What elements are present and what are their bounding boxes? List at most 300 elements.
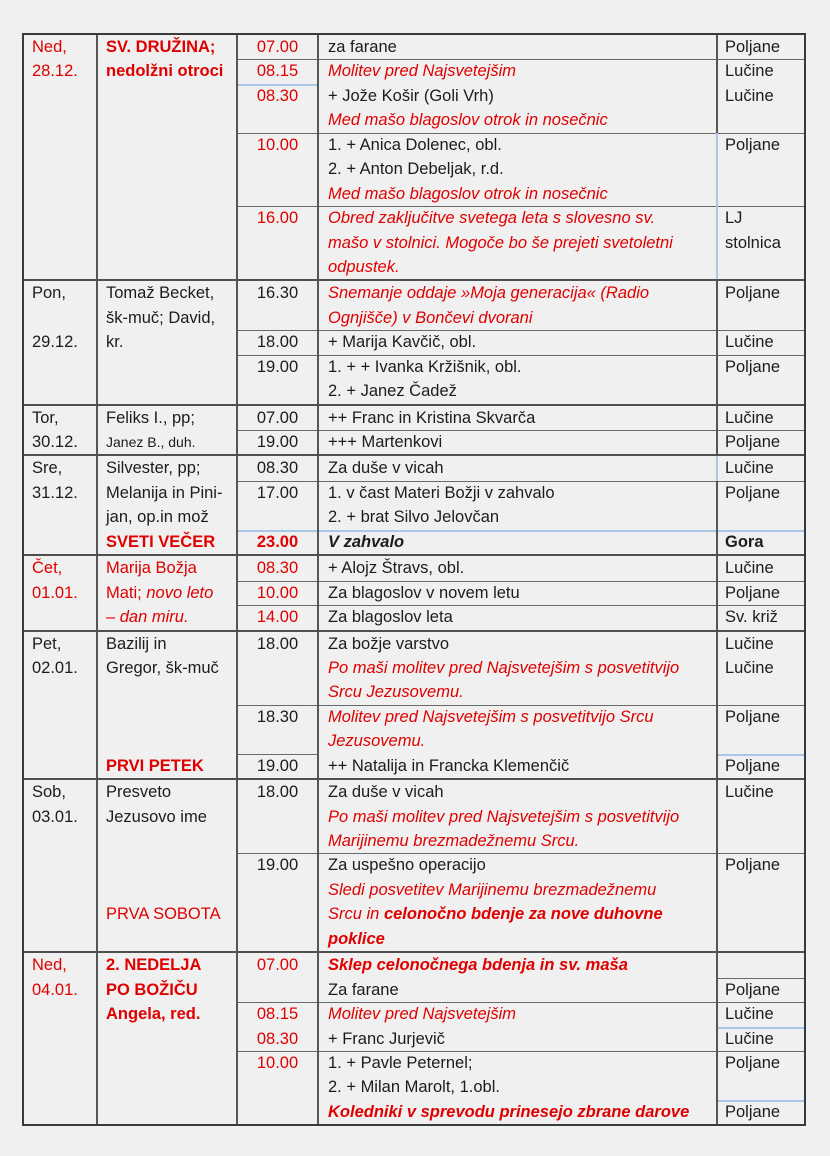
text-line [238, 530, 317, 554]
location-cell [718, 59, 804, 132]
text-segment: Srcu in [328, 905, 384, 924]
day-cell [24, 632, 98, 779]
text-segment: Za duše v vicah [328, 783, 444, 802]
intention-cell [319, 605, 718, 629]
text-segment: 02.01. [32, 658, 78, 677]
time-cell [238, 281, 319, 330]
text-segment: Sob, [32, 783, 66, 802]
text-segment: Janez B., duh. [106, 434, 196, 450]
mass-block [238, 632, 804, 705]
text-line [98, 754, 236, 778]
text-segment: Molitev pred Najsvetejšim [328, 1005, 516, 1024]
mass-block [238, 281, 804, 330]
intention-cell [319, 430, 718, 454]
text-segment: + Franc Jurjevič [328, 1029, 445, 1048]
text-line [24, 330, 96, 354]
location-cell [718, 530, 804, 554]
text-segment: V zahvalo [328, 532, 405, 551]
time-cell [238, 605, 319, 629]
text-line [319, 379, 716, 403]
intention-cell [319, 59, 718, 132]
text-line [238, 84, 317, 108]
time-cell [238, 705, 319, 754]
intention-cell [319, 1002, 718, 1051]
schedule-row [24, 404, 804, 455]
mass-block [238, 605, 804, 629]
text-line [98, 953, 236, 977]
text-line [238, 206, 317, 230]
text-line [238, 1002, 317, 1026]
text-segment: Lučine [725, 559, 774, 578]
text-line [319, 231, 716, 255]
text-segment: Lučine [725, 408, 774, 427]
text-line [718, 530, 804, 554]
location-cell [718, 206, 804, 279]
text-segment: +++ Martenkovi [328, 433, 443, 451]
text-line [98, 281, 236, 305]
intention-cell [319, 406, 718, 430]
text-line [98, 530, 236, 554]
text-segment: Silvester, pp; [106, 459, 201, 478]
text-line [238, 780, 317, 804]
text-line [319, 84, 716, 108]
time-cell [238, 406, 319, 430]
text-line [98, 59, 236, 83]
text-line [319, 157, 716, 181]
location-cell [718, 780, 804, 853]
text-line [319, 656, 716, 680]
text-segment: 10.00 [256, 583, 299, 602]
text-line [718, 430, 804, 454]
text-line [319, 878, 716, 902]
text-segment: PO BOŽIČU [106, 980, 198, 999]
time-blocks [238, 780, 804, 951]
text-segment: Lučine [725, 634, 774, 653]
text-line [24, 456, 96, 480]
text-line [319, 953, 716, 977]
text-segment: Za duše v vicah [328, 459, 444, 478]
intention-cell [319, 281, 718, 330]
text-line [98, 656, 236, 680]
time-blocks [238, 632, 804, 779]
text-line [98, 430, 236, 454]
text-line [319, 853, 716, 877]
text-line [98, 306, 236, 330]
text-line [98, 805, 236, 829]
day-cell [24, 281, 98, 403]
text-line [238, 35, 317, 59]
text-line [238, 330, 317, 354]
text-line [718, 84, 804, 108]
text-segment: Čet, [32, 559, 63, 578]
time-blocks [238, 953, 804, 1124]
text-line [718, 206, 804, 230]
text-line [319, 1002, 716, 1026]
mass-block [238, 456, 804, 480]
text-segment: + Alojz Štravs, obl. [328, 559, 465, 578]
text-segment: 1. + Pavle Peternel; [328, 1053, 473, 1072]
mass-block [238, 1002, 804, 1051]
text-segment: – dan miru. [106, 608, 189, 627]
mass-block [238, 430, 804, 454]
schedule-row [24, 279, 804, 403]
text-line [718, 456, 804, 480]
text-segment: stolnica [725, 233, 781, 252]
text-line [319, 456, 716, 480]
text-line [718, 754, 804, 778]
text-line [718, 605, 804, 629]
mass-block [238, 330, 804, 354]
text-segment: Za farane [328, 980, 399, 999]
text-segment: 10.00 [256, 135, 299, 154]
text-line [238, 406, 317, 430]
mass-block [238, 35, 804, 59]
text-line [238, 632, 317, 656]
text-line [238, 953, 317, 977]
text-line [319, 680, 716, 704]
text-segment: 07.00 [256, 408, 299, 427]
time-cell [238, 556, 319, 580]
location-cell [718, 355, 804, 404]
feast-cell [98, 35, 238, 279]
location-cell [718, 556, 804, 580]
text-line [98, 902, 236, 926]
text-segment: Jezusovo ime [106, 807, 207, 826]
time-cell [238, 330, 319, 354]
text-segment: SV. DRUŽINA; [106, 38, 216, 56]
mass-block [238, 355, 804, 404]
text-line [718, 1051, 804, 1075]
text-line [319, 927, 716, 951]
text-line [319, 978, 716, 1002]
text-segment: Za blagoslov leta [328, 608, 453, 627]
time-blocks [238, 456, 804, 554]
text-line [319, 805, 716, 829]
text-line [718, 1027, 804, 1051]
location-cell [718, 1051, 804, 1124]
mass-block [238, 953, 804, 1002]
text-line [319, 780, 716, 804]
text-line [319, 182, 716, 206]
text-segment: celonočno bdenje za nove duhovne [383, 905, 663, 924]
time-cell [238, 355, 319, 404]
location-cell [718, 281, 804, 330]
time-cell [238, 133, 319, 206]
text-line [24, 581, 96, 605]
text-segment: Tomaž Becket, [106, 284, 215, 303]
text-segment: 07.00 [256, 38, 299, 56]
intention-cell [319, 581, 718, 605]
text-line [98, 406, 236, 430]
text-segment: 29.12. [32, 333, 78, 352]
text-line [319, 206, 716, 230]
text-segment: Ned, [32, 956, 67, 975]
text-segment: Koledniki v sprevodu prinesejo zbrane darove [328, 1102, 690, 1121]
text-segment: 18.30 [256, 707, 299, 726]
text-segment: Poljane [725, 1102, 781, 1121]
text-segment: nedolžni otroci [106, 62, 224, 81]
mass-block [238, 754, 804, 778]
text-segment: SVETI VEČER [106, 532, 216, 551]
time-cell [238, 530, 319, 554]
text-segment: 28.12. [32, 62, 78, 81]
time-cell [238, 456, 319, 480]
mass-block [238, 780, 804, 853]
text-line [319, 729, 716, 753]
text-line [319, 481, 716, 505]
text-line [319, 255, 716, 279]
text-line [24, 306, 96, 330]
text-segment: Poljane [725, 756, 781, 775]
text-segment: 08.30 [256, 1029, 299, 1048]
text-line [238, 133, 317, 157]
location-cell [718, 581, 804, 605]
text-segment: jan, op.in mož [106, 508, 209, 527]
text-segment: Sledi posvetitev Marijinemu brezmadežnemu [328, 880, 657, 899]
text-segment: Poljane [725, 135, 781, 154]
text-line [98, 505, 236, 529]
location-cell [718, 481, 804, 530]
text-line [718, 133, 804, 157]
text-segment: 2. + Anton Debeljak, r.d. [328, 160, 504, 179]
text-line [319, 829, 716, 853]
day-cell [24, 456, 98, 554]
text-line [319, 605, 716, 629]
text-segment: 07.00 [256, 956, 299, 975]
text-segment: Snemanje oddaje »Moja generacija« (Radio [328, 284, 650, 303]
text-segment: 04.01. [32, 980, 78, 999]
text-line [98, 853, 236, 877]
text-segment: Med mašo blagoslov otrok in nosečnic [328, 184, 608, 203]
feast-cell [98, 953, 238, 1124]
time-blocks [238, 35, 804, 279]
schedule-row [24, 454, 804, 554]
text-line [98, 780, 236, 804]
text-line [24, 35, 96, 59]
text-segment: za farane [328, 38, 397, 56]
text-line [319, 632, 716, 656]
text-segment: Poljane [725, 856, 781, 875]
text-line [238, 605, 317, 629]
text-segment: Melanija in Pini- [106, 483, 223, 502]
text-segment: Lučine [725, 783, 774, 802]
text-line [319, 505, 716, 529]
text-segment: poklice [328, 929, 385, 948]
intention-cell [319, 481, 718, 530]
text-segment: 19.00 [256, 357, 299, 376]
text-segment: šk-muč; David, [106, 308, 216, 327]
text-segment: 1. + + Ivanka Kržišnik, obl. [328, 357, 522, 376]
text-line [24, 59, 96, 83]
mass-block [238, 556, 804, 580]
text-line [718, 1100, 804, 1124]
text-segment: Pon, [32, 284, 66, 303]
text-segment: 2. + Milan Marolt, 1.obl. [328, 1078, 500, 1097]
text-segment: Marijinemu brezmadežnemu Srcu. [328, 832, 580, 850]
text-segment: 2. NEDELJA [106, 956, 202, 975]
time-cell [238, 581, 319, 605]
text-segment: Poljane [725, 583, 781, 602]
text-line [24, 281, 96, 305]
feast-cell [98, 632, 238, 779]
text-line [319, 902, 716, 926]
text-line [319, 59, 716, 83]
text-segment: 17.00 [256, 483, 299, 502]
text-segment: PRVA SOBOTA [106, 905, 221, 924]
text-line [238, 59, 317, 83]
text-segment: 08.15 [256, 62, 299, 81]
text-segment: ++ Natalija in Francka Klemenčič [328, 756, 570, 775]
text-segment: 08.30 [256, 459, 299, 478]
text-line [98, 556, 236, 580]
text-line [24, 656, 96, 680]
text-segment: 30.12. [32, 433, 78, 451]
text-line [319, 556, 716, 580]
text-segment: 19.00 [256, 756, 299, 775]
text-segment: odpustek. [328, 257, 400, 276]
intention-cell [319, 330, 718, 354]
text-line [319, 1027, 716, 1051]
text-segment: 16.30 [256, 284, 299, 303]
location-cell [718, 1002, 804, 1051]
feast-cell [98, 456, 238, 554]
intention-cell [319, 530, 718, 554]
text-line [24, 632, 96, 656]
text-line [24, 805, 96, 829]
text-segment: Feliks I., pp; [106, 408, 195, 427]
text-segment: Ned, [32, 38, 67, 56]
text-segment: 03.01. [32, 807, 78, 826]
text-line [718, 231, 804, 255]
text-line [319, 1051, 716, 1075]
day-cell [24, 556, 98, 629]
text-segment: 16.00 [256, 209, 299, 228]
text-segment: Angela, red. [106, 1005, 201, 1024]
text-segment: Ognjišče) v Bončevi dvorani [328, 308, 533, 327]
text-segment: 08.15 [256, 1005, 299, 1024]
day-cell [24, 780, 98, 951]
text-line [238, 705, 317, 729]
text-segment: Lučine [725, 1029, 774, 1048]
text-segment: + Jože Košir (Goli Vrh) [328, 86, 494, 105]
time-blocks [238, 556, 804, 629]
text-line [238, 581, 317, 605]
text-segment: Jezusovemu. [328, 732, 426, 751]
text-segment: Lučine [725, 86, 774, 105]
text-segment: 01.01. [32, 583, 78, 602]
mass-block [238, 1051, 804, 1124]
text-line [238, 1027, 317, 1051]
mass-block [238, 530, 804, 554]
time-cell [238, 35, 319, 59]
text-line [238, 355, 317, 379]
text-segment: Za božje varstvo [328, 634, 450, 653]
text-segment: Po maši molitev pred Najsvetejšim s posvetitvijo [328, 658, 680, 677]
text-line [319, 581, 716, 605]
text-line [319, 133, 716, 157]
text-segment: Poljane [725, 1053, 781, 1072]
mass-block [238, 59, 804, 132]
text-segment: Lučine [725, 62, 774, 81]
text-segment: Tor, [32, 408, 59, 427]
time-cell [238, 430, 319, 454]
time-cell [238, 59, 319, 132]
text-segment: Sv. križ [725, 608, 778, 627]
location-cell [718, 330, 804, 354]
schedule-row [24, 554, 804, 629]
intention-cell [319, 133, 718, 206]
text-line [319, 355, 716, 379]
text-line [718, 281, 804, 305]
time-cell [238, 1002, 319, 1051]
text-line [319, 1075, 716, 1099]
mass-block [238, 705, 804, 754]
text-line [718, 953, 804, 977]
text-line [718, 1002, 804, 1026]
text-segment: Poljane [725, 707, 781, 726]
text-segment: 23.00 [256, 532, 299, 551]
text-segment: Sklep celonočnega bdenja in sv. maša [328, 956, 628, 975]
intention-cell [319, 754, 718, 778]
text-line [98, 829, 236, 853]
text-segment: 18.00 [256, 783, 299, 802]
text-line [98, 705, 236, 729]
text-segment: ++ Franc in Kristina Skvarča [328, 408, 536, 427]
text-segment: kr. [106, 333, 124, 352]
text-line [319, 281, 716, 305]
feast-cell [98, 556, 238, 629]
schedule-row [24, 35, 804, 279]
mass-block [238, 481, 804, 530]
text-segment: Marija Božja [106, 559, 197, 578]
text-segment: 08.30 [256, 86, 299, 105]
mass-block [238, 206, 804, 279]
text-segment: 1. + Anica Dolenec, obl. [328, 135, 502, 154]
location-cell [718, 705, 804, 754]
day-cell [24, 953, 98, 1124]
mass-block [238, 406, 804, 430]
text-line [98, 581, 236, 605]
text-line [98, 35, 236, 59]
text-segment: 19.00 [256, 433, 299, 451]
text-segment: 2. + brat Silvo Jelovčan [328, 508, 500, 527]
text-line [718, 656, 804, 680]
text-line [718, 481, 804, 505]
text-segment: Lučine [725, 1005, 774, 1024]
schedule-row [24, 778, 804, 951]
intention-cell [319, 355, 718, 404]
intention-cell [319, 853, 718, 951]
text-line [319, 1100, 716, 1124]
feast-cell [98, 281, 238, 403]
text-segment: Sre, [32, 459, 63, 478]
text-line [319, 705, 716, 729]
location-cell [718, 406, 804, 430]
text-segment: 18.00 [256, 634, 299, 653]
text-line [718, 853, 804, 877]
text-segment: Po maši molitev pred Najsvetejšim s posvetitvijo [328, 807, 680, 826]
text-segment: 18.00 [256, 333, 299, 352]
location-cell [718, 456, 804, 480]
intention-cell [319, 780, 718, 853]
time-blocks [238, 281, 804, 403]
intention-cell [319, 705, 718, 754]
text-segment: Poljane [725, 357, 781, 376]
text-segment: Molitev pred Najsvetejšim [328, 62, 516, 81]
text-line [319, 430, 716, 454]
text-segment: Gregor, šk-muč [106, 658, 219, 677]
text-segment: Presveto [106, 783, 172, 802]
